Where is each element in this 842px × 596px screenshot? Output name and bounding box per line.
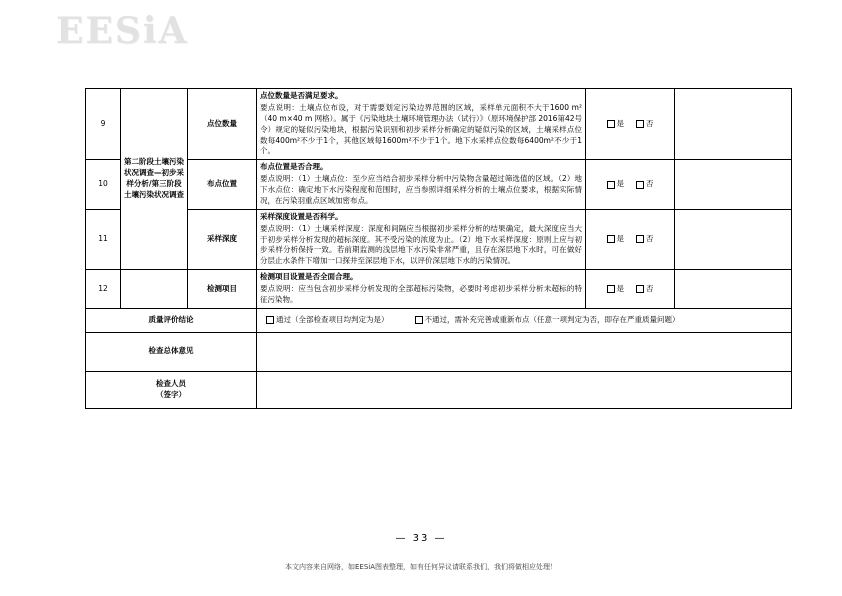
checkbox-no[interactable] (636, 284, 654, 295)
conclusion-fail-label: 不通过，需补充完善或重新布点（任意一项判定为否，即存在严重质量问题） (424, 314, 680, 324)
page-number: — 33 — (395, 533, 447, 544)
item-name: 采样深度 (188, 209, 257, 269)
check-cell (586, 209, 675, 269)
overall-opinion-field[interactable] (257, 332, 792, 371)
checkbox-no[interactable] (636, 179, 654, 190)
description-body: 要点说明：（1）土壤点位：至少应当结合初步采样分析中污染物含量超过筛选值的区域。（2）地下水点位：确定地下水污染程度和范围时，应当参照详细采样分析的土壤点位要求，根据实际情况，在污染羽重点区域加密布点。 (260, 174, 582, 205)
row-description (257, 270, 586, 309)
checkbox-yes[interactable] (607, 119, 625, 130)
description-title: 采样深度设置是否科学。 (260, 211, 343, 221)
checkbox-no-label: 否 (646, 234, 654, 243)
checkbox-no[interactable] (636, 234, 654, 245)
item-name: 布点位置 (188, 160, 257, 210)
table-row (86, 209, 792, 269)
conclusion-pass-option[interactable] (266, 315, 389, 326)
row-number: 11 (86, 209, 121, 269)
description-body: 要点说明：土壤点位布设，对于需要划定污染边界范围的区域，采样单元面积不大于1600 m²（40 m×40 m 网格）。属于《污染地块土壤环境管理办法（试行）》（原环境保护部 2016第42号令）规定的疑似污染地块，根据污染识别和初步采样分析确定的疑似污染的区域，土壤采样点位数每400m²不少于1个，其他区域每1600m²不少于1个。地下水采样点位数每6400m²不少于1个。 (260, 102, 582, 156)
checkbox-yes-label: 是 (616, 179, 624, 189)
checkbox-yes-label: 是 (616, 234, 624, 243)
checkbox-icon[interactable] (266, 316, 274, 324)
checkbox-no-label: 否 (646, 118, 654, 128)
checkbox-icon[interactable] (607, 120, 615, 128)
checkbox-no-label: 否 (646, 179, 654, 189)
description-body: 要点说明：（1）土壤采样深度：深度和间隔应当根据初步采样分析的结果确定，最大深度应当大于初步采样分析发现的超标深度。其不受污染的浓度为止。（2）地下水采样深度：原则上应与初步采样分析保持一致。若前期监测的浅层地下水污染非常严重，且存在深层地下水时，可在做好分层止水条件下增加一口探井至深层地下水，以评价深层地下水的污染情况。 (260, 223, 582, 266)
checkbox-icon[interactable] (636, 235, 644, 243)
conclusion-label: 质量评价结论 (86, 308, 257, 332)
table-row (86, 160, 792, 210)
conclusion-pass-label: 通过（全部检查项目均判定为是） (276, 314, 389, 324)
checkbox-icon[interactable] (636, 120, 644, 128)
checkbox-yes[interactable] (607, 179, 625, 190)
note-cell[interactable] (675, 270, 792, 309)
checkbox-icon[interactable] (607, 235, 615, 243)
description-body: 要点说明：应当包含初步采样分析发现的全部超标污染物，必要时考虑初步采样分析未超标的特征污染物。 (260, 284, 582, 304)
conclusion-row (86, 308, 792, 332)
overall-opinion-label: 检查总体意见 (86, 332, 257, 371)
stage-cell-empty (121, 270, 188, 309)
row-number: 9 (86, 89, 121, 160)
table-row (86, 270, 792, 309)
item-name: 点位数量 (188, 89, 257, 160)
inspector-row (86, 371, 792, 408)
checkbox-icon[interactable] (415, 316, 423, 324)
checkbox-yes-label: 是 (616, 118, 624, 128)
checkbox-no-label: 否 (646, 283, 654, 293)
overall-opinion-row (86, 332, 792, 371)
row-number: 12 (86, 270, 121, 309)
row-number: 10 (86, 160, 121, 210)
row-description (257, 160, 586, 210)
conclusion-fail-option[interactable] (415, 315, 680, 326)
inspector-label-line2: （签字） (156, 389, 186, 399)
check-cell (586, 160, 675, 210)
check-cell (586, 89, 675, 160)
checkbox-yes[interactable] (607, 234, 625, 245)
stage-cell: 第二阶段土壤污染状况调查—初步采样分析/第三阶段土壤污染状况调查 (121, 89, 188, 270)
checkbox-icon[interactable] (636, 181, 644, 189)
row-description (257, 89, 586, 160)
inspector-label-line1: 检查人员 (156, 378, 186, 388)
description-title: 检测项目设置是否全面合理。 (260, 272, 358, 282)
conclusion-options (257, 308, 792, 332)
watermark-logo: EESiA (56, 10, 189, 52)
checkbox-yes[interactable] (607, 284, 625, 295)
checkbox-no[interactable] (636, 119, 654, 130)
inspector-signature-field[interactable] (257, 371, 792, 408)
checkbox-yes-label: 是 (616, 283, 624, 293)
row-description (257, 209, 586, 269)
inspector-label (86, 371, 257, 408)
table-row (86, 89, 792, 160)
note-cell[interactable] (675, 160, 792, 210)
check-cell (586, 270, 675, 309)
inspection-table (85, 88, 792, 409)
description-title: 点位数量是否满足要求。 (260, 91, 343, 100)
item-name: 检测项目 (188, 270, 257, 309)
checkbox-icon[interactable] (607, 181, 615, 189)
description-title: 布点位置是否合理。 (260, 162, 328, 172)
checkbox-icon[interactable] (636, 285, 644, 293)
note-cell[interactable] (675, 209, 792, 269)
checkbox-icon[interactable] (607, 285, 615, 293)
note-cell[interactable] (675, 89, 792, 160)
footer-note: 本文内容来自网络，如EESiA图表整理，如有任何异议请联系我们，我们将做相应处理！ (284, 563, 558, 571)
